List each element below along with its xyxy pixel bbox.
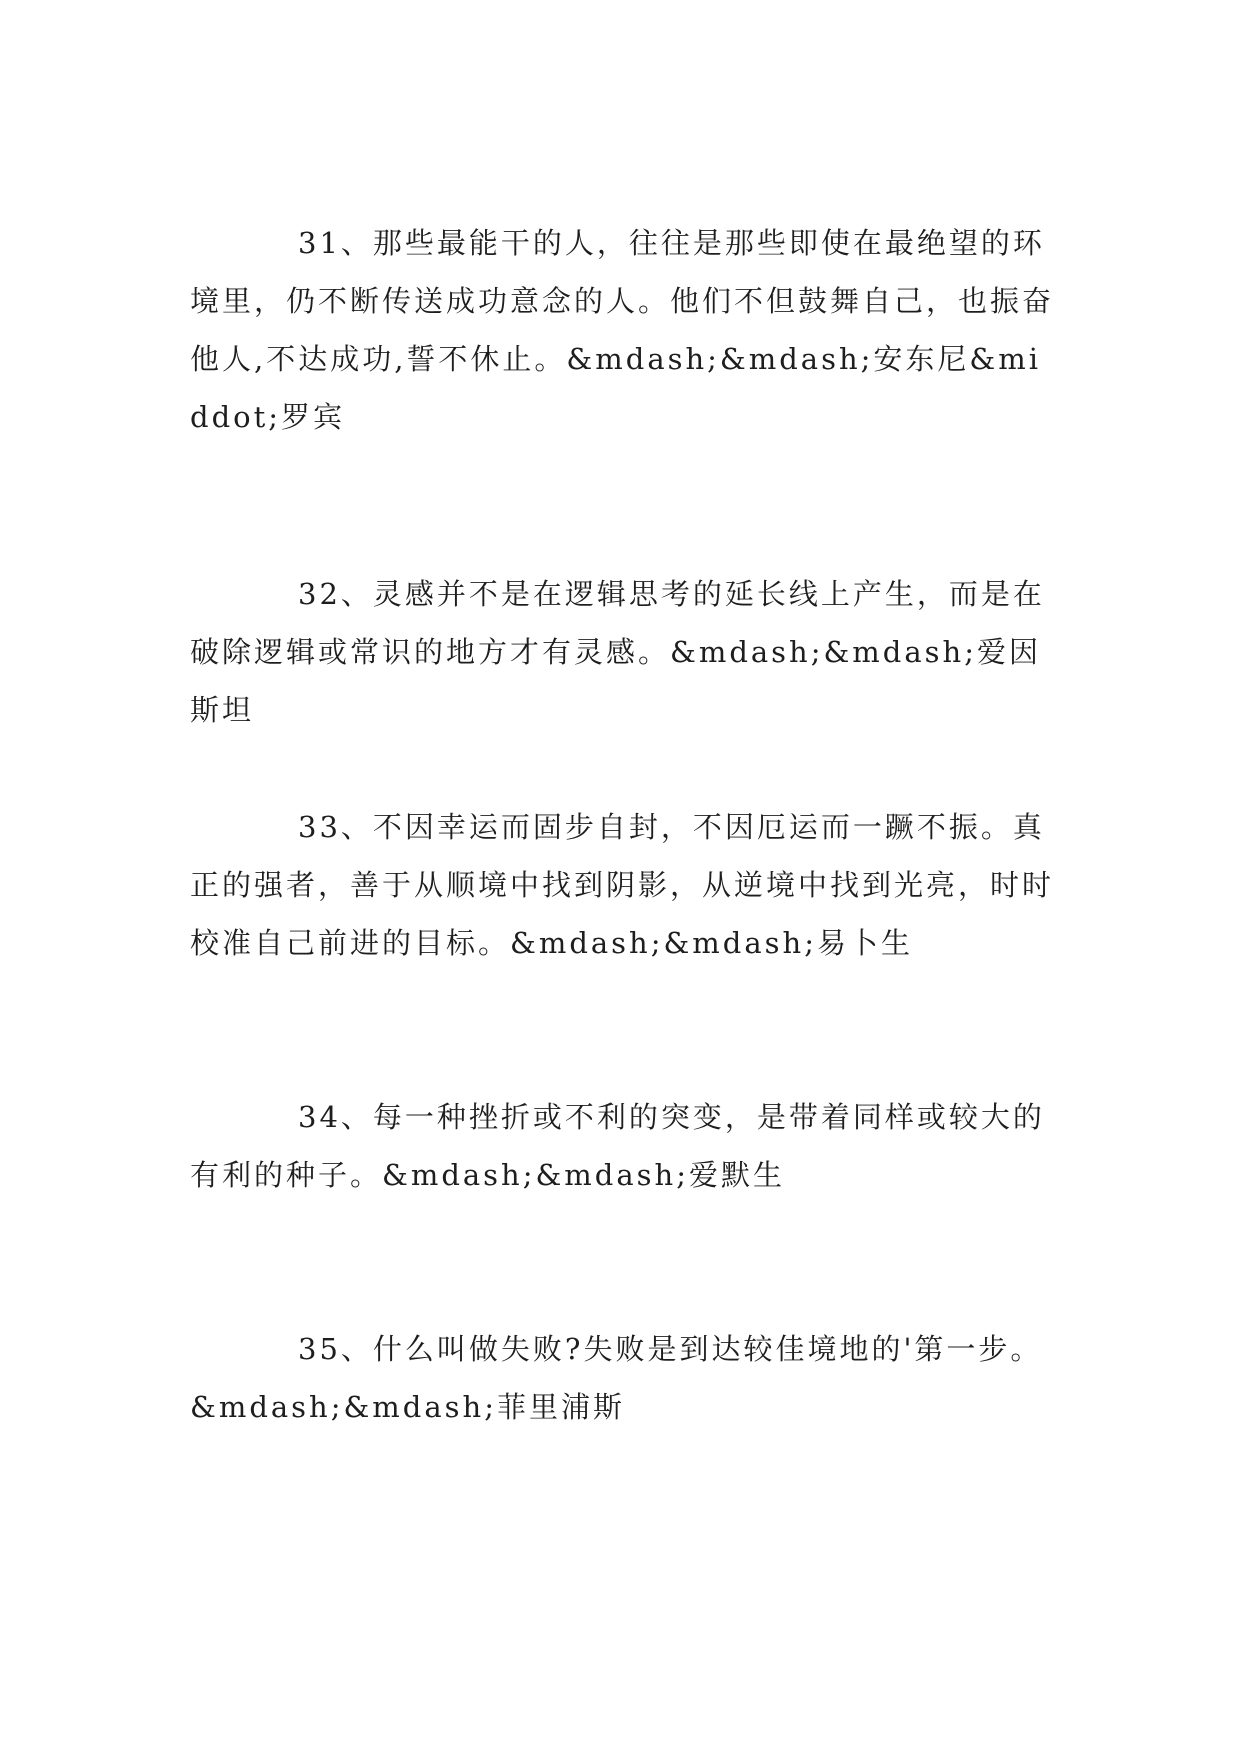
quote-paragraph-34: 34、每一种挫折或不利的突变，是带着同样或较大的有利的种子。&mdash;&mdash;爱默生	[190, 1100, 1045, 1192]
quote-paragraph-31: 31、那些最能干的人，往往是那些即使在最绝望的环境里，仍不断传送成功意念的人。他们不但鼓舞自己，也振奋他人,不达成功,誓不休止。&mdash;&mdash;安东尼&middot;罗宾	[190, 226, 1055, 434]
quote-paragraph-33: 33、不因幸运而固步自封，不因厄运而一蹶不振。真正的强者，善于从顺境中找到阴影，从逆境中找到光亮，时时校准自己前进的目标。&mdash;&mdash;易卜生	[190, 810, 1055, 960]
quote-paragraph-32: 32、灵感并不是在逻辑思考的延长线上产生，而是在破除逻辑或常识的地方才有灵感。&mdash;&mdash;爱因斯坦	[190, 577, 1045, 727]
quote-paragraph-35: 35、什么叫做失败?失败是到达较佳境地的'第一步。&mdash;&mdash;菲里浦斯	[190, 1332, 1043, 1424]
